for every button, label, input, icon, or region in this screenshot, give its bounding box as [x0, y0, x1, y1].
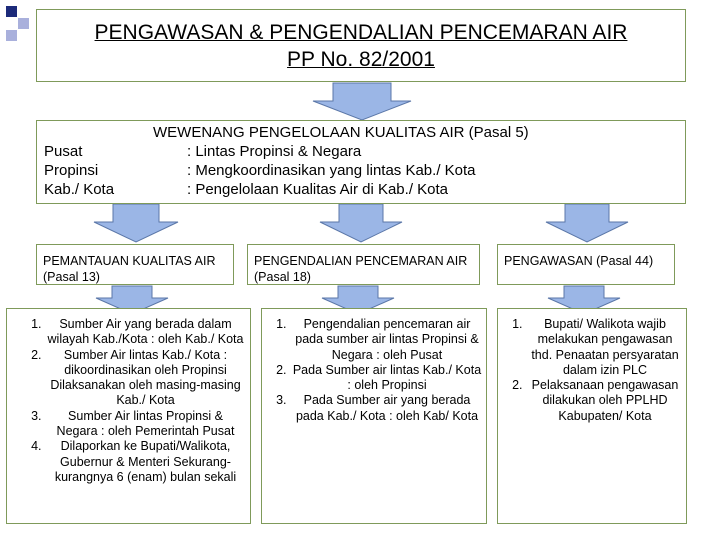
monitoring-list-box: [6, 308, 251, 524]
authority-heading: WEWENANG PENGELOLAAN KUALITAS AIR (Pasal 5): [153, 124, 529, 141]
decor-square-light: [6, 30, 17, 41]
authority-label: Propinsi: [44, 162, 99, 179]
title-line-1: PENGAWASAN & PENGENDALIAN PENCEMARAN AIR: [94, 21, 628, 44]
monitoring-article: (Pasal 13): [43, 270, 100, 284]
list-item: 1. Bupati/ Walikota wajib melakukan pengawasan thd. Penaatan persyaratan dalam izin PLC: [526, 317, 682, 378]
list-item: 1. Pengendalian pencemaran air pada sumber air lintas Propinsi & Negara : oleh Pusat: [290, 317, 482, 363]
authority-value: : Mengkoordinasikan yang lintas Kab./ Kota: [187, 162, 476, 179]
supervision-list: [498, 317, 686, 424]
supervision-heading: PENGAWASAN (Pasal 44): [504, 254, 654, 268]
list-item: 2. Pelaksanaan pengawasan dilakukan oleh PPLHD Kabupaten/ Kota: [526, 378, 682, 424]
decor-square-dark: [6, 6, 17, 17]
list-item: 4. Dilaporkan ke Bupati/Walikota, Gubernur & Menteri Sekurang-kurangnya 6 (enam) bulan sekali: [45, 439, 244, 485]
down-arrow-icon: [94, 204, 178, 242]
title-box: [36, 9, 686, 82]
list-item: 2. Pada Sumber air lintas Kab./ Kota : oleh Propinsi: [290, 363, 482, 394]
supervision-heading-box: [497, 244, 675, 285]
control-heading-box: [247, 244, 480, 285]
control-heading: PENGENDALIAN PENCEMARAN AIR: [254, 254, 468, 268]
control-list-box: [261, 308, 487, 524]
down-arrow-icon: [320, 204, 402, 242]
authority-label: Pusat: [44, 143, 83, 160]
authority-label: Kab./ Kota: [44, 181, 115, 198]
authority-value: : Lintas Propinsi & Negara: [187, 143, 362, 160]
title-line-2: PP No. 82/2001: [287, 48, 435, 71]
authority-value: : Pengelolaan Kualitas Air di Kab./ Kota: [187, 181, 449, 198]
list-item: 3. Sumber Air lintas Propinsi & Negara : oleh Pemerintah Pusat: [45, 409, 244, 440]
down-arrow-icon: [313, 83, 411, 120]
list-item: 2. Sumber Air lintas Kab./ Kota : dikoordinasikan oleh Propinsi Dilaksanakan oleh masing-masing Kab./ Kota: [45, 348, 244, 409]
down-arrow-icon: [546, 204, 628, 242]
decor-square-light: [18, 18, 29, 29]
monitoring-list: [7, 317, 250, 485]
control-article: (Pasal 18): [254, 270, 311, 284]
supervision-list-box: [497, 308, 687, 524]
monitoring-heading-box: [36, 244, 234, 285]
monitoring-heading: PEMANTAUAN KUALITAS AIR: [43, 254, 216, 268]
list-item: 1. Sumber Air yang berada dalam wilayah Kab./Kota : oleh Kab./ Kota: [45, 317, 244, 348]
list-item: 3. Pada Sumber air yang berada pada Kab./ Kota : oleh Kab/ Kota: [290, 393, 482, 424]
control-list: [262, 317, 486, 424]
authority-box: [36, 120, 686, 204]
